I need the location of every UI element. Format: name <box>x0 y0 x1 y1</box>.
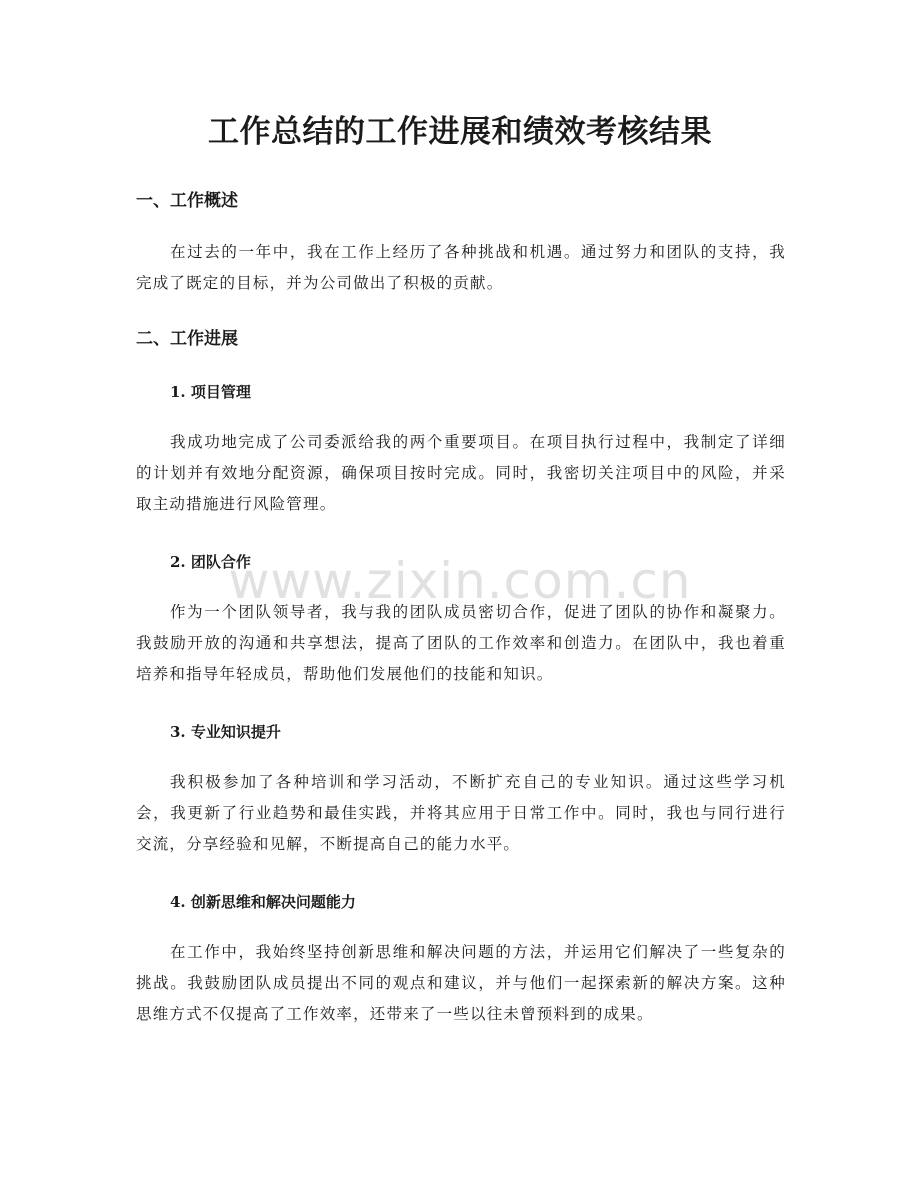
paragraph-project-management: 我成功地完成了公司委派给我的两个重要项目。在项目执行过程中，我制定了详细的计划并有效地分配资源，确保项目按时完成。同时，我密切关注项目中的风险，并采取主动措施进行风险管理。 <box>136 433 786 513</box>
paragraph-overview: 在过去的一年中，我在工作上经历了各种挑战和机遇。通过努力和团队的支持，我完成了既定的目标，并为公司做出了积极的贡献。 <box>136 243 786 292</box>
document-title: 工作总结的工作进展和绩效考核结果 <box>208 114 712 150</box>
section-heading-progress: 二、工作进展 <box>136 329 238 349</box>
subheading-teamwork: 2. 团队合作 <box>170 553 251 571</box>
subheading-professional-knowledge: 3. 专业知识提升 <box>170 723 281 741</box>
paragraph-teamwork: 作为一个团队领导者，我与我的团队成员密切合作，促进了团队的协作和凝聚力。我鼓励开放的沟通和共享想法，提高了团队的工作效率和创造力。在团队中，我也着重培养和指导年轻成员，帮助他们发展他们的技能和知识。 <box>136 603 786 683</box>
paragraph-professional-knowledge: 我积极参加了各种培训和学习活动，不断扩充自己的专业知识。通过这些学习机会，我更新了行业趋势和最佳实践，并将其应用于日常工作中。同时，我也与同行进行交流，分享经验和见解，不断提高自己的能力水平。 <box>136 773 786 853</box>
section-heading-overview: 一、工作概述 <box>136 191 238 211</box>
subheading-innovation: 4. 创新思维和解决问题能力 <box>170 893 356 911</box>
paragraph-innovation: 在工作中，我始终坚持创新思维和解决问题的方法，并运用它们解决了一些复杂的挑战。我鼓励团队成员提出不同的观点和建议，并与他们一起探索新的解决方案。这种思维方式不仅提高了工作效率，还带来了一些以往未曾预料到的成果。 <box>136 943 786 1023</box>
subheading-project-management: 1. 项目管理 <box>170 383 251 401</box>
watermark: www.zixin.com.cn <box>228 552 692 610</box>
